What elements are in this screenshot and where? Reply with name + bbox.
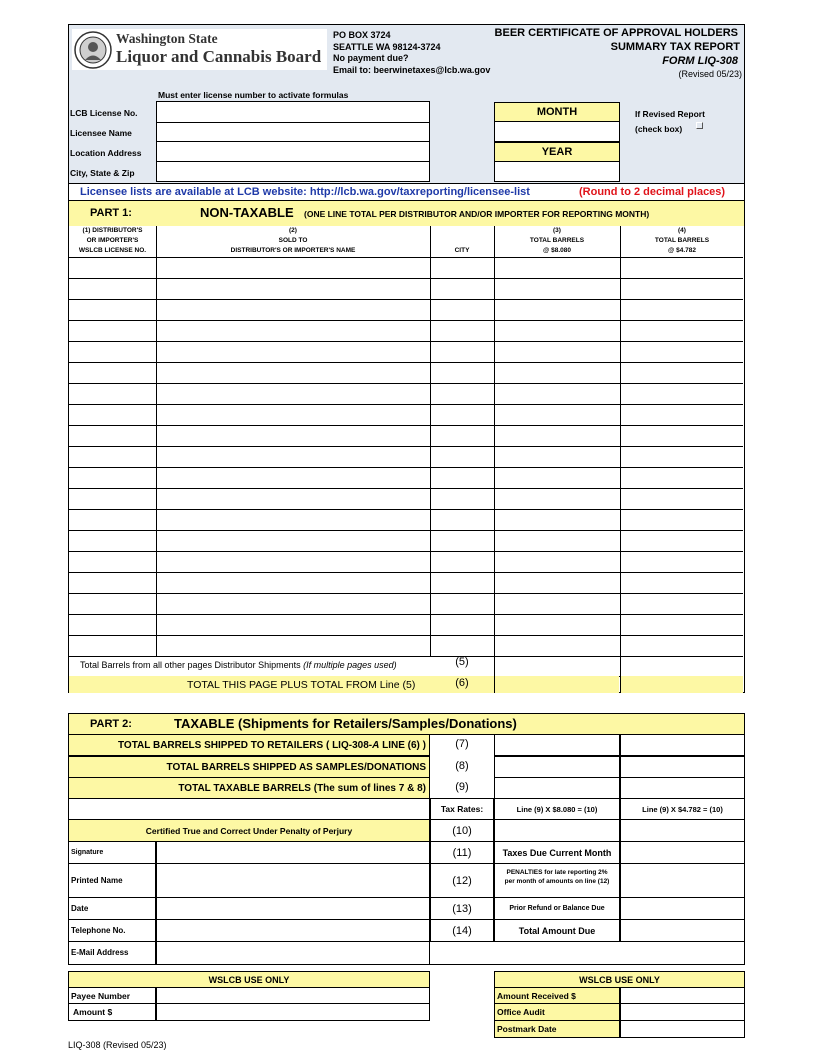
- part1-cell[interactable]: [157, 531, 430, 551]
- part2-title: TAXABLE (Shipments for Retailers/Samples/Donations): [174, 716, 517, 731]
- line14-input[interactable]: [620, 919, 745, 942]
- round-note: (Round to 2 decimal places): [579, 186, 726, 198]
- line7-italic: A: [372, 740, 380, 751]
- part1-cell[interactable]: [69, 489, 156, 509]
- part1-cell[interactable]: [69, 531, 156, 551]
- city-state-zip-input[interactable]: [156, 161, 430, 182]
- line8-col3-input[interactable]: [494, 756, 620, 778]
- part1-cell[interactable]: [621, 468, 743, 488]
- part1-cell[interactable]: [69, 258, 156, 278]
- part1-cell[interactable]: [495, 468, 620, 488]
- part1-cell[interactable]: [621, 384, 743, 404]
- part1-cell[interactable]: [431, 573, 494, 593]
- part1-cell[interactable]: [621, 258, 743, 278]
- part1-cell[interactable]: [157, 321, 430, 341]
- line8-col4-input[interactable]: [620, 756, 745, 778]
- col1-line: WSLCB LICENSE NO.: [78, 247, 147, 254]
- part1-cell[interactable]: [69, 594, 156, 614]
- office-audit-label: Office Audit: [494, 1003, 620, 1021]
- col3-line: @ $8.080: [542, 247, 572, 254]
- line6-total-col4: [621, 676, 743, 693]
- line14-number: (14): [430, 919, 494, 942]
- part1-cell[interactable]: [621, 279, 743, 299]
- part1-cell[interactable]: [621, 363, 743, 383]
- line6-number: (6): [455, 677, 469, 689]
- line9-col4-input[interactable]: [620, 777, 745, 799]
- part1-label: PART 1:: [90, 207, 132, 219]
- part1-title: NON-TAXABLE: [200, 205, 294, 220]
- part1-grid: [68, 226, 745, 693]
- part1-cell[interactable]: [621, 636, 743, 656]
- part1-cell[interactable]: [431, 321, 494, 341]
- part1-cell[interactable]: [495, 615, 620, 635]
- line8-number: (8): [455, 760, 469, 772]
- line5-italic: (If multiple pages used): [303, 660, 397, 670]
- part1-cell[interactable]: [431, 594, 494, 614]
- part1-cell[interactable]: [431, 552, 494, 572]
- line6-total-col3: [495, 676, 619, 693]
- line9-label: TOTAL TAXABLE BARRELS (The sum of lines 7 & 8): [68, 777, 430, 799]
- mailing-address: [333, 30, 503, 76]
- part1-cell[interactable]: [495, 489, 620, 509]
- col2-line: SOLD TO: [278, 237, 308, 244]
- part1-cell[interactable]: [157, 636, 430, 656]
- telephone-input[interactable]: [156, 919, 430, 942]
- part1-cell[interactable]: [495, 363, 620, 383]
- part1-cell[interactable]: [431, 489, 494, 509]
- part1-cell[interactable]: [431, 363, 494, 383]
- part1-cell[interactable]: [157, 279, 430, 299]
- address-line: PO BOX 3724: [333, 30, 391, 40]
- part1-cell[interactable]: [157, 300, 430, 320]
- part1-cell[interactable]: [157, 615, 430, 635]
- part1-cell[interactable]: [69, 573, 156, 593]
- col2-line: DISTRIBUTOR'S OR IMPORTER'S NAME: [230, 247, 356, 254]
- line10-number: (10): [430, 819, 494, 842]
- telephone-label: Telephone No.: [68, 919, 156, 942]
- line7-rest: LINE (6) ): [379, 740, 426, 751]
- line11-input[interactable]: [620, 841, 745, 864]
- col2-line: (2): [289, 227, 297, 234]
- state-seal-icon: [74, 31, 112, 69]
- line10-col3-input[interactable]: [494, 819, 620, 842]
- postmark-date-input[interactable]: [620, 1020, 745, 1038]
- col1-line: (1) DISTRIBUTOR'S: [82, 227, 143, 234]
- address-email[interactable]: Email to: beerwinetaxes@lcb.wa.gov: [333, 64, 491, 75]
- part1-cell[interactable]: [69, 363, 156, 383]
- line7-col3-input[interactable]: [494, 734, 620, 756]
- part1-cell[interactable]: [621, 321, 743, 341]
- line9-number: (9): [455, 781, 469, 793]
- year-input[interactable]: [494, 161, 620, 182]
- line13-label: Prior Refund or Balance Due: [494, 897, 620, 920]
- part1-cell[interactable]: [157, 489, 430, 509]
- label-city-state-zip: City, State & Zip: [70, 168, 135, 178]
- part1-cell[interactable]: [431, 447, 494, 467]
- part1-cell[interactable]: [69, 384, 156, 404]
- part1-cell[interactable]: [495, 321, 620, 341]
- part1-cell[interactable]: [69, 279, 156, 299]
- part1-cell[interactable]: [431, 636, 494, 656]
- line11-number: (11): [430, 841, 494, 864]
- part1-cell[interactable]: [621, 531, 743, 551]
- part1-cell[interactable]: [157, 426, 430, 446]
- part1-cell[interactable]: [69, 426, 156, 446]
- part1-cell[interactable]: [157, 510, 430, 530]
- line14-label: Total Amount Due: [494, 919, 620, 942]
- part1-cell[interactable]: [621, 426, 743, 446]
- line5-total-col4[interactable]: [621, 656, 743, 675]
- part1-cell[interactable]: [495, 279, 620, 299]
- amount-received-input[interactable]: [620, 987, 745, 1004]
- part1-cell[interactable]: [495, 447, 620, 467]
- part2-label: PART 2:: [90, 718, 132, 730]
- line13-number: (13): [430, 897, 494, 920]
- address-line: SEATTLE WA 98124-3724: [333, 41, 441, 52]
- line7-number: (7): [455, 738, 469, 750]
- agency-logo: [72, 29, 327, 70]
- part1-cell[interactable]: [495, 300, 620, 320]
- logo-line2: Liquor and Cannabis Board: [116, 47, 322, 66]
- year-label: YEAR: [494, 142, 620, 162]
- part1-cell[interactable]: [157, 573, 430, 593]
- amount-label: Amount $: [68, 1003, 156, 1021]
- check-box-label: (check box): [635, 124, 683, 134]
- part1-cell[interactable]: [69, 342, 156, 362]
- part1-cell[interactable]: [621, 447, 743, 467]
- part1-cell[interactable]: [495, 426, 620, 446]
- part1-cell[interactable]: [431, 279, 494, 299]
- certified-label: Certified True and Correct Under Penalty of Perjury: [68, 819, 430, 842]
- col4-line: TOTAL BARRELS: [654, 237, 710, 244]
- email-label: E-Mail Address: [68, 941, 156, 965]
- part1-cell[interactable]: [621, 300, 743, 320]
- signature-label: Signature: [68, 841, 156, 864]
- part1-cell[interactable]: [69, 300, 156, 320]
- part1-cell[interactable]: [69, 321, 156, 341]
- part1-cell[interactable]: [495, 594, 620, 614]
- line12-label: PENALTIES for late reporting 2% per month of amounts on line (12): [494, 863, 620, 898]
- col4-line: @ $4.782: [667, 247, 697, 254]
- part1-cell[interactable]: [157, 363, 430, 383]
- part1-cell[interactable]: [157, 594, 430, 614]
- part1-cell[interactable]: [495, 552, 620, 572]
- part1-cell[interactable]: [157, 384, 430, 404]
- wslcb-right-title: WSLCB USE ONLY: [494, 971, 745, 988]
- month-input[interactable]: [494, 121, 620, 142]
- part1-cell[interactable]: [431, 510, 494, 530]
- part1-cell[interactable]: [431, 615, 494, 635]
- line8-label: TOTAL BARRELS SHIPPED AS SAMPLES/DONATIONS: [68, 756, 430, 778]
- part1-cell[interactable]: [621, 615, 743, 635]
- line5-total-col3[interactable]: [495, 656, 619, 675]
- address-line: No payment due?: [333, 53, 409, 63]
- part1-cell[interactable]: [431, 405, 494, 425]
- part1-cell[interactable]: [431, 531, 494, 551]
- part1-cell[interactable]: [157, 468, 430, 488]
- line7-col4-input[interactable]: [620, 734, 745, 756]
- part1-cell[interactable]: [431, 384, 494, 404]
- part1-cell[interactable]: [495, 531, 620, 551]
- part1-cell[interactable]: [157, 342, 430, 362]
- location-address-input[interactable]: [156, 141, 430, 162]
- part1-cell[interactable]: [495, 342, 620, 362]
- line7-text: TOTAL BARRELS SHIPPED TO RETAILERS ( LIQ-308-: [117, 740, 373, 751]
- printed-name-input[interactable]: [156, 863, 430, 898]
- tax-rates-label: Tax Rates:: [430, 798, 494, 820]
- city-header-text: CITY: [454, 247, 470, 254]
- label-license-no: LCB License No.: [70, 108, 138, 118]
- revised-report-label: If Revised Report: [635, 109, 705, 119]
- part1-cell[interactable]: [69, 468, 156, 488]
- line10-col4-input[interactable]: [620, 819, 745, 842]
- part1-cell[interactable]: [621, 552, 743, 572]
- license-no-input[interactable]: [156, 101, 430, 123]
- line12-number: (12): [430, 863, 494, 898]
- line5-label: Total Barrels from all other pages Distributor Shipments: [80, 660, 301, 670]
- col1-line: OR IMPORTER'S: [86, 237, 139, 244]
- amount-received-label: Amount Received $: [494, 987, 620, 1004]
- part1-cell[interactable]: [157, 552, 430, 572]
- office-audit-input[interactable]: [620, 1003, 745, 1021]
- line6-text: TOTAL THIS PAGE PLUS TOTAL FROM Line (5): [187, 679, 416, 691]
- printed-name-label: Printed Name: [68, 863, 156, 898]
- part1-cell[interactable]: [621, 405, 743, 425]
- col3-line: (3): [553, 227, 561, 234]
- label-location-address: Location Address: [70, 148, 142, 158]
- revised-report-checkbox[interactable]: [696, 122, 703, 129]
- payee-number-label: Payee Number: [68, 987, 156, 1004]
- line11-label: Taxes Due Current Month: [494, 841, 620, 864]
- month-label: MONTH: [494, 102, 620, 122]
- licensee-list-link[interactable]: Licensee lists are available at LCB website: http://lcb.wa.gov/taxreporting/licensee-list: [80, 186, 530, 198]
- part1-cell[interactable]: [69, 510, 156, 530]
- license-note: Must enter license number to activate formulas: [158, 90, 349, 100]
- part1-cell[interactable]: [621, 489, 743, 509]
- line5-text: [80, 660, 397, 670]
- part1-subtitle: (ONE LINE TOTAL PER DISTRIBUTOR AND/OR IMPORTER FOR REPORTING MONTH): [304, 209, 650, 219]
- part1-cell[interactable]: [157, 405, 430, 425]
- part1-cell[interactable]: [495, 258, 620, 278]
- part1-cell[interactable]: [69, 552, 156, 572]
- logo-line1: Washington State: [116, 31, 218, 46]
- part1-cell[interactable]: [69, 447, 156, 467]
- form-number: FORM LIQ-308: [662, 55, 738, 67]
- tax-rate-spacer: [68, 798, 430, 820]
- postmark-date-label: Postmark Date: [494, 1020, 620, 1038]
- part1-cell[interactable]: [621, 594, 743, 614]
- part1-cell[interactable]: [69, 636, 156, 656]
- line9-col3-input[interactable]: [494, 777, 620, 799]
- licensee-name-input[interactable]: [156, 122, 430, 142]
- part1-cell[interactable]: [431, 258, 494, 278]
- part1-cell[interactable]: [621, 573, 743, 593]
- part1-cell[interactable]: [621, 510, 743, 530]
- part1-cell[interactable]: [495, 510, 620, 530]
- line12-input[interactable]: [620, 863, 745, 898]
- part1-cell[interactable]: [157, 258, 430, 278]
- wslcb-left-title: WSLCB USE ONLY: [68, 971, 430, 988]
- payee-number-input[interactable]: [156, 987, 430, 1004]
- part1-cell[interactable]: [431, 426, 494, 446]
- col4-line: (4): [678, 227, 686, 234]
- part1-cell[interactable]: [69, 615, 156, 635]
- signature-input[interactable]: [156, 841, 430, 864]
- part1-cell[interactable]: [495, 384, 620, 404]
- col3-line: TOTAL BARRELS: [529, 237, 585, 244]
- form-title-1: BEER CERTIFICATE OF APPROVAL HOLDERS: [494, 27, 738, 39]
- email-input[interactable]: [156, 941, 430, 965]
- tax-rate-1: Line (9) X $8.080 = (10): [494, 798, 620, 820]
- part1-cell[interactable]: [69, 405, 156, 425]
- date-input[interactable]: [156, 897, 430, 920]
- part1-cell[interactable]: [157, 447, 430, 467]
- footer-form-id: LIQ-308 (Revised 05/23): [68, 1040, 167, 1050]
- form-revised: (Revised 05/23): [678, 69, 742, 79]
- part1-cell[interactable]: [495, 573, 620, 593]
- part1-cell[interactable]: [431, 300, 494, 320]
- amount-input[interactable]: [156, 1003, 430, 1021]
- part1-cell[interactable]: [621, 342, 743, 362]
- line5-number: (5): [455, 656, 469, 668]
- part2-right-edge: [430, 941, 745, 965]
- form-title-2: SUMMARY TAX REPORT: [610, 41, 740, 53]
- label-licensee-name: Licensee Name: [70, 128, 132, 138]
- line7-label: [68, 734, 430, 756]
- part1-cell[interactable]: [431, 468, 494, 488]
- tax-rate-2: Line (9) X $4.782 = (10): [620, 798, 745, 820]
- part1-cell[interactable]: [431, 342, 494, 362]
- part1-cell[interactable]: [495, 636, 620, 656]
- line13-input[interactable]: [620, 897, 745, 920]
- date-label: Date: [68, 897, 156, 920]
- part1-cell[interactable]: [495, 405, 620, 425]
